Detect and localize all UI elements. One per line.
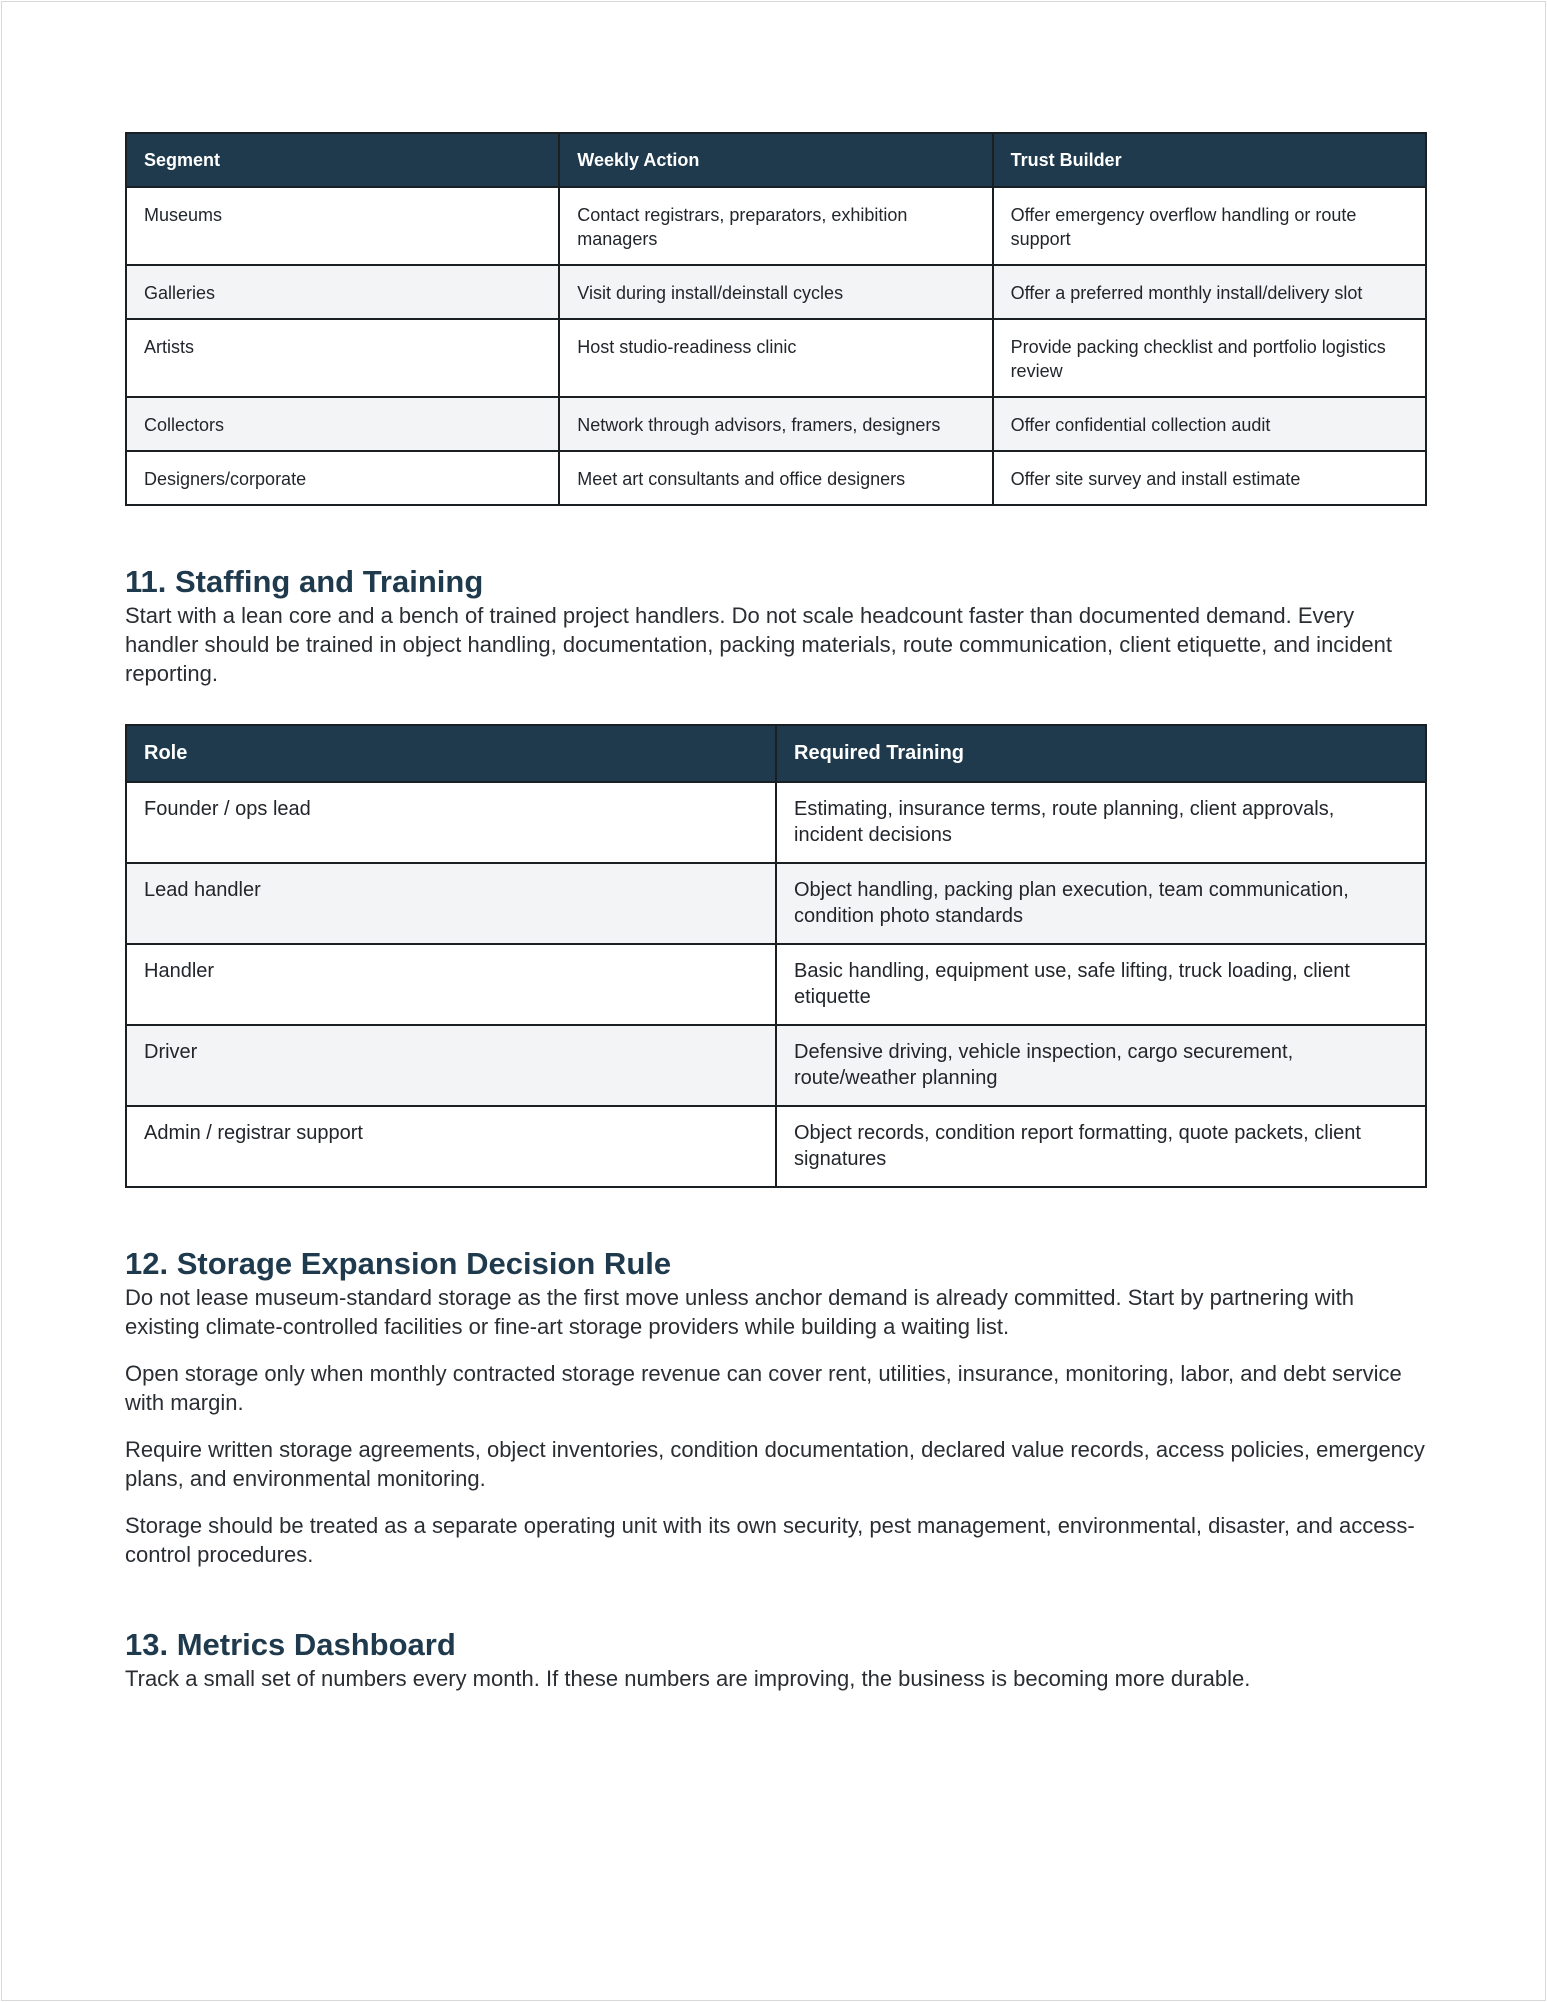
table-cell: Designers/corporate <box>126 451 559 505</box>
table-header-row <box>126 133 1426 187</box>
table-cell: Offer site survey and install estimate <box>993 451 1426 505</box>
table-row <box>126 944 1426 1025</box>
table-cell: Estimating, insurance terms, route planning, client approvals, incident decisions <box>776 782 1426 863</box>
page-content <box>125 132 1427 1693</box>
section-heading-storage: 12. Storage Expansion Decision Rule <box>125 1246 672 1281</box>
training-table <box>125 724 1427 1188</box>
table-cell: Defensive driving, vehicle inspection, cargo securement, route/weather planning <box>776 1025 1426 1106</box>
table-row <box>126 397 1426 451</box>
training-table-wrapper <box>125 724 1427 1188</box>
table-cell: Handler <box>126 944 776 1025</box>
table-row <box>126 863 1426 944</box>
section-paragraph: Do not lease museum-standard storage as the first move unless anchor demand is already committed. Start by partnering with existing climate-controlled facilities or fine-art storage providers while building a waiting list. <box>125 1285 1354 1339</box>
table-cell: Visit during install/deinstall cycles <box>559 265 992 319</box>
table-cell: Founder / ops lead <box>126 782 776 863</box>
section-paragraph: Open storage only when monthly contracted storage revenue can cover rent, utilities, insurance, monitoring, labor, and debt service with margin. <box>125 1361 1402 1415</box>
table-cell: Driver <box>126 1025 776 1106</box>
section-body-metrics: Track a small set of numbers every month. If these numbers are improving, the business is becoming more durable. <box>125 1666 1251 1691</box>
table-cell: Admin / registrar support <box>126 1106 776 1187</box>
section-heading-staffing: 11. Staffing and Training <box>125 564 484 599</box>
table-header-row <box>126 725 1426 782</box>
section-paragraph: Storage should be treated as a separate operating unit with its own security, pest management, environmental, disaster, and access-control procedures. <box>125 1513 1415 1567</box>
column-header-trust-builder: Trust Builder <box>993 133 1426 187</box>
segments-table <box>125 132 1427 506</box>
table-cell: Host studio-readiness clinic <box>559 319 992 397</box>
column-header-weekly-action: Weekly Action <box>559 133 992 187</box>
table-cell: Lead handler <box>126 863 776 944</box>
column-header-segment: Segment <box>126 133 559 187</box>
section-paragraph: Require written storage agreements, object inventories, condition documentation, declared value records, access policies, emergency plans, and environmental monitoring. <box>125 1437 1425 1491</box>
table-cell: Artists <box>126 319 559 397</box>
table-row <box>126 1106 1426 1187</box>
table-cell: Object records, condition report formatting, quote packets, client signatures <box>776 1106 1426 1187</box>
table-cell: Collectors <box>126 397 559 451</box>
table-cell: Offer a preferred monthly install/delivery slot <box>993 265 1426 319</box>
table-row <box>126 782 1426 863</box>
table-cell: Offer emergency overflow handling or route support <box>993 187 1426 265</box>
table-cell: Network through advisors, framers, designers <box>559 397 992 451</box>
column-header-required-training: Required Training <box>776 725 1426 782</box>
table-row <box>126 187 1426 265</box>
table-row <box>126 1025 1426 1106</box>
table-cell: Galleries <box>126 265 559 319</box>
table-cell: Provide packing checklist and portfolio logistics review <box>993 319 1426 397</box>
table-cell: Offer confidential collection audit <box>993 397 1426 451</box>
table-row <box>126 265 1426 319</box>
table-cell: Meet art consultants and office designers <box>559 451 992 505</box>
section-heading-metrics: 13. Metrics Dashboard <box>125 1627 456 1662</box>
table-cell: Museums <box>126 187 559 265</box>
table-cell: Object handling, packing plan execution, team communication, condition photo standards <box>776 863 1426 944</box>
table-cell: Contact registrars, preparators, exhibition managers <box>559 187 992 265</box>
table-row <box>126 319 1426 397</box>
section-body-staffing: Start with a lean core and a bench of trained project handlers. Do not scale headcount faster than documented demand. Every handler should be trained in object handling, documentation, packing materials, route communication, client etiquette, and incident reporting. <box>125 603 1393 686</box>
column-header-role: Role <box>126 725 776 782</box>
table-cell: Basic handling, equipment use, safe lifting, truck loading, client etiquette <box>776 944 1426 1025</box>
table-row <box>126 451 1426 505</box>
document-page <box>1 1 1546 2001</box>
